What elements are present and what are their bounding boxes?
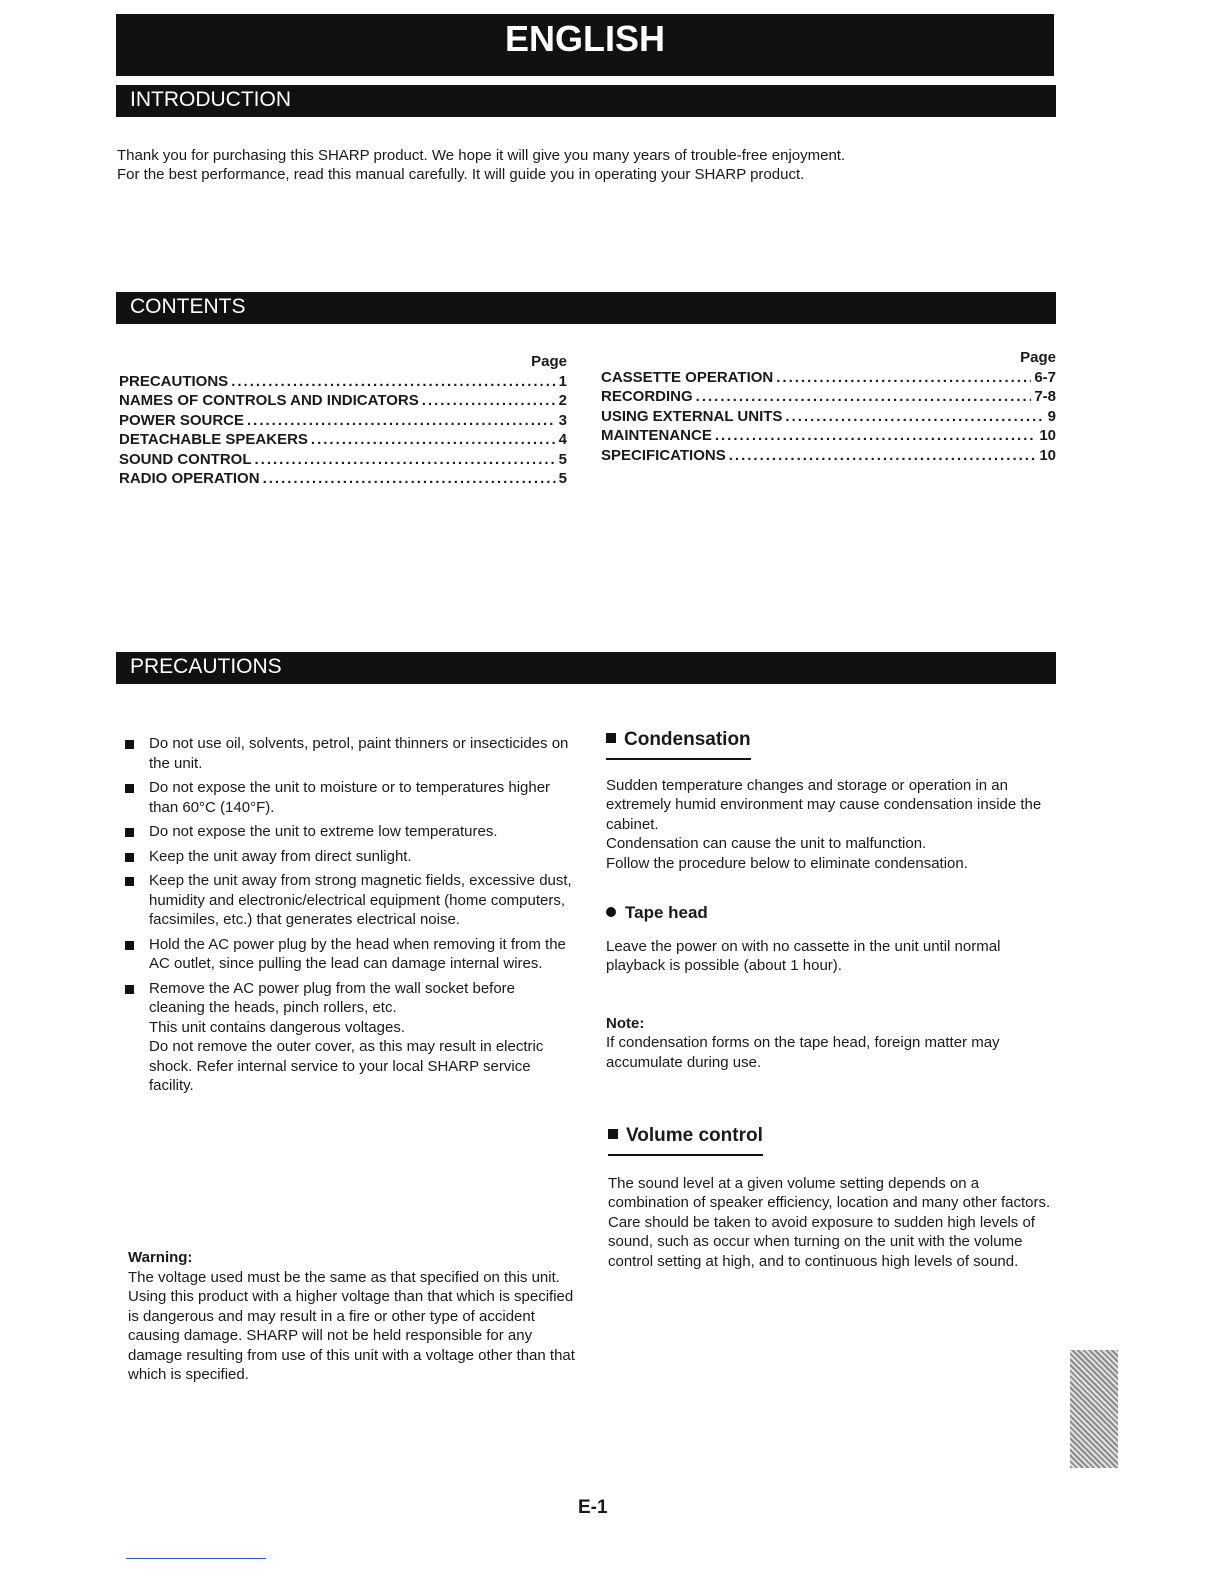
note-text: If condensation forms on the tape head, foreign matter may accumulate during use. [606,1034,1000,1071]
condensation-text: Sudden temperature changes and storage or operation in an extremely humid environment may cause condensation inside the cabinet. Condensation can cause the unit to malfunction. Follow the procedure below to eliminate condensation. [606,776,1042,872]
square-bullet-icon [125,877,134,886]
square-bullet-icon [125,740,134,749]
introduction-text [117,146,1017,184]
square-bullet-icon [608,1129,618,1139]
condensation-heading: Condensation [606,730,751,760]
scan-artifact [1070,1350,1118,1468]
square-bullet-icon [125,853,134,862]
list-item: Keep the unit away from direct sunlight. [117,847,575,867]
list-item: Keep the unit away from strong magnetic fields, excessive dust, humidity and electronic/electrical equipment (home computers, facsimiles, etc.) that generates electrical noise. [117,871,575,930]
list-item: Do not expose the unit to moisture or to temperatures higher than 60°C (140°F). [117,778,575,817]
toc-entry: CASSETTE OPERATION ..... 6-7 [601,368,1056,388]
square-bullet-icon [125,784,134,793]
list-item: Remove the AC power plug from the wall socket before cleaning the heads, pinch rollers, etc. This unit contains dangerous voltages. Do not remove the outer cover, as this may result in electric shock. Refer internal service to your local SHARP service facility. [117,979,575,1096]
square-bullet-icon [125,985,134,994]
introduction-heading-bar [116,85,1056,117]
toc-entry: PRECAUTIONS ..... 1 [119,372,567,392]
toc-entry: POWER SOURCE ..... 3 [119,411,567,431]
list-item: Do not use oil, solvents, petrol, paint thinners or insecticides on the unit. [117,734,575,773]
toc-right-column [601,348,1056,465]
toc-entry: RADIO OPERATION ..... 5 [119,469,567,489]
note-block [606,1014,1058,1073]
condensation-section [606,730,1058,1072]
toc-entry: SPECIFICATIONS ..... 10 [601,446,1056,466]
square-bullet-icon [125,941,134,950]
toc-entry: NAMES OF CONTROLS AND INDICATORS ..... 2 [119,391,567,411]
introduction-heading: INTRODUCTION [130,88,291,111]
toc-entry: DETACHABLE SPEAKERS ..... 4 [119,430,567,450]
toc-entry: RECORDING ..... 7-8 [601,387,1056,407]
square-bullet-icon [606,733,616,743]
warning-text: The voltage used must be the same as that specified on this unit. Using this product with a higher voltage than that which is specified is dangerous and may result in a fire or other type of accident causing damage. SHARP will not be held responsible for any damage resulting from use of this unit with a voltage other than that which is specified. [128,1268,575,1383]
volume-control-heading: Volume control [608,1126,763,1156]
toc-left-column [119,352,567,489]
square-bullet-icon [125,828,134,837]
toc-page-label: Page [531,353,567,370]
toc-entry: USING EXTERNAL UNITS ..... 9 [601,407,1056,427]
precautions-list [117,734,575,1096]
precautions-column [117,734,575,1101]
volume-control-text: The sound level at a given volume setting depends on a combination of speaker efficiency, location and many other factors. Care should be taken to avoid exposure to sudden high levels of sound, such as occur when turning on the unit with the volume control setting at high, and to continuous high levels of sound. [608,1174,1051,1270]
tape-head-heading: Tape head [606,903,1058,923]
round-bullet-icon [606,907,616,917]
list-item: Hold the AC power plug by the head when removing it from the AC outlet, since pulling the lead can damage internal wires. [117,935,575,974]
toc-entry: SOUND CONTROL ..... 5 [119,450,567,470]
contents-heading: CONTENTS [130,295,246,318]
intro-line: For the best performance, read this manual carefully. It will guide you in operating your SHARP product. [117,166,805,183]
precautions-heading: PRECAUTIONS [130,655,282,678]
footer-rule [126,1558,266,1559]
volume-control-section [608,1126,1060,1271]
intro-line: Thank you for purchasing this SHARP product. We hope it will give you many years of trouble-free enjoyment. [117,147,846,164]
language-banner: ENGLISH [116,14,1054,76]
toc-page-label: Page [1020,349,1056,366]
tape-head-text: Leave the power on with no cassette in the unit until normal playback is possible (about 1 hour). [606,937,1001,974]
page-number: E-1 [578,1497,608,1518]
list-item: Do not expose the unit to extreme low temperatures. [117,822,575,842]
toc-entry: MAINTENANCE ..... 10 [601,426,1056,446]
precautions-heading-bar [116,652,1056,684]
note-label: Note: [606,1014,645,1032]
warning-label: Warning: [128,1249,193,1266]
contents-heading-bar [116,292,1056,324]
warning-block [128,1248,576,1385]
